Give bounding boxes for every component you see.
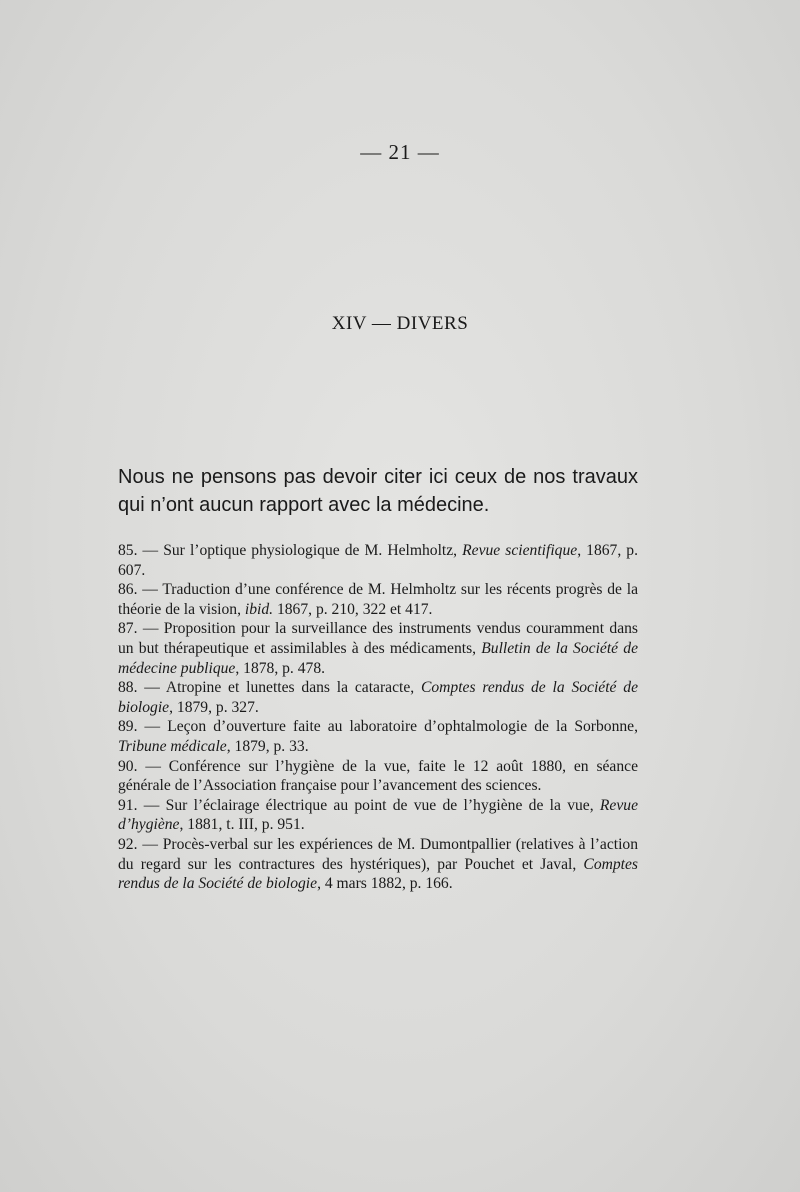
bibliography-entry: 87. — Proposition pour la surveillance des instruments vendus couramment dans un but thérapeutique et assimilables à des médicaments, Bulletin de la Société de médecine publique, 1878, p. 478.	[118, 620, 638, 677]
page-number: — 21 —	[360, 140, 440, 164]
bibliography-entry: 91. — Sur l’éclairage électrique au point de vue de l’hygiène de la vue, Revue d’hygiène, 1881, t. III, p. 951.	[118, 796, 638, 834]
bibliography-entry: 85. — Sur l’optique physiologique de M. Helmholtz, Revue scientifique, 1867, p. 607.	[118, 542, 638, 579]
intro-paragraph: Nous ne pensons pas devoir citer ici ceux de nos travaux qui n’ont aucun rapport avec la médecine.	[118, 466, 638, 516]
bibliography-list	[118, 541, 638, 894]
bibliography-entry: 90. — Conférence sur l’hygiène de la vue, faite le 12 août 1880, en séance générale de l’Association française pour l’avancement des sciences.	[118, 757, 638, 795]
section-title: XIV — DIVERS	[331, 313, 469, 334]
bibliography-entry: 86. — Traduction d’une conférence de M. Helmholtz sur les récents progrès de la théorie de la vision, ibid. 1867, p. 210, 322 et 417.	[118, 581, 638, 618]
bibliography-entry: 88. — Atropine et lunettes dans la cataracte, Comptes rendus de la Société de biologie, 1879, p. 327.	[118, 679, 638, 716]
bibliography-entry: 92. — Procès-verbal sur les expériences de M. Dumontpallier (relatives à l’action du regard sur les contractures des hystériques), par Pouchet et Javal, Comptes rendus de la Société de biologie, 4 mars 1882, p. 166.	[118, 835, 638, 893]
bibliography-entry: 89. — Leçon d’ouverture faite au laboratoire d’ophtalmologie de la Sorbonne, Tribune médicale, 1879, p. 33.	[118, 718, 638, 755]
